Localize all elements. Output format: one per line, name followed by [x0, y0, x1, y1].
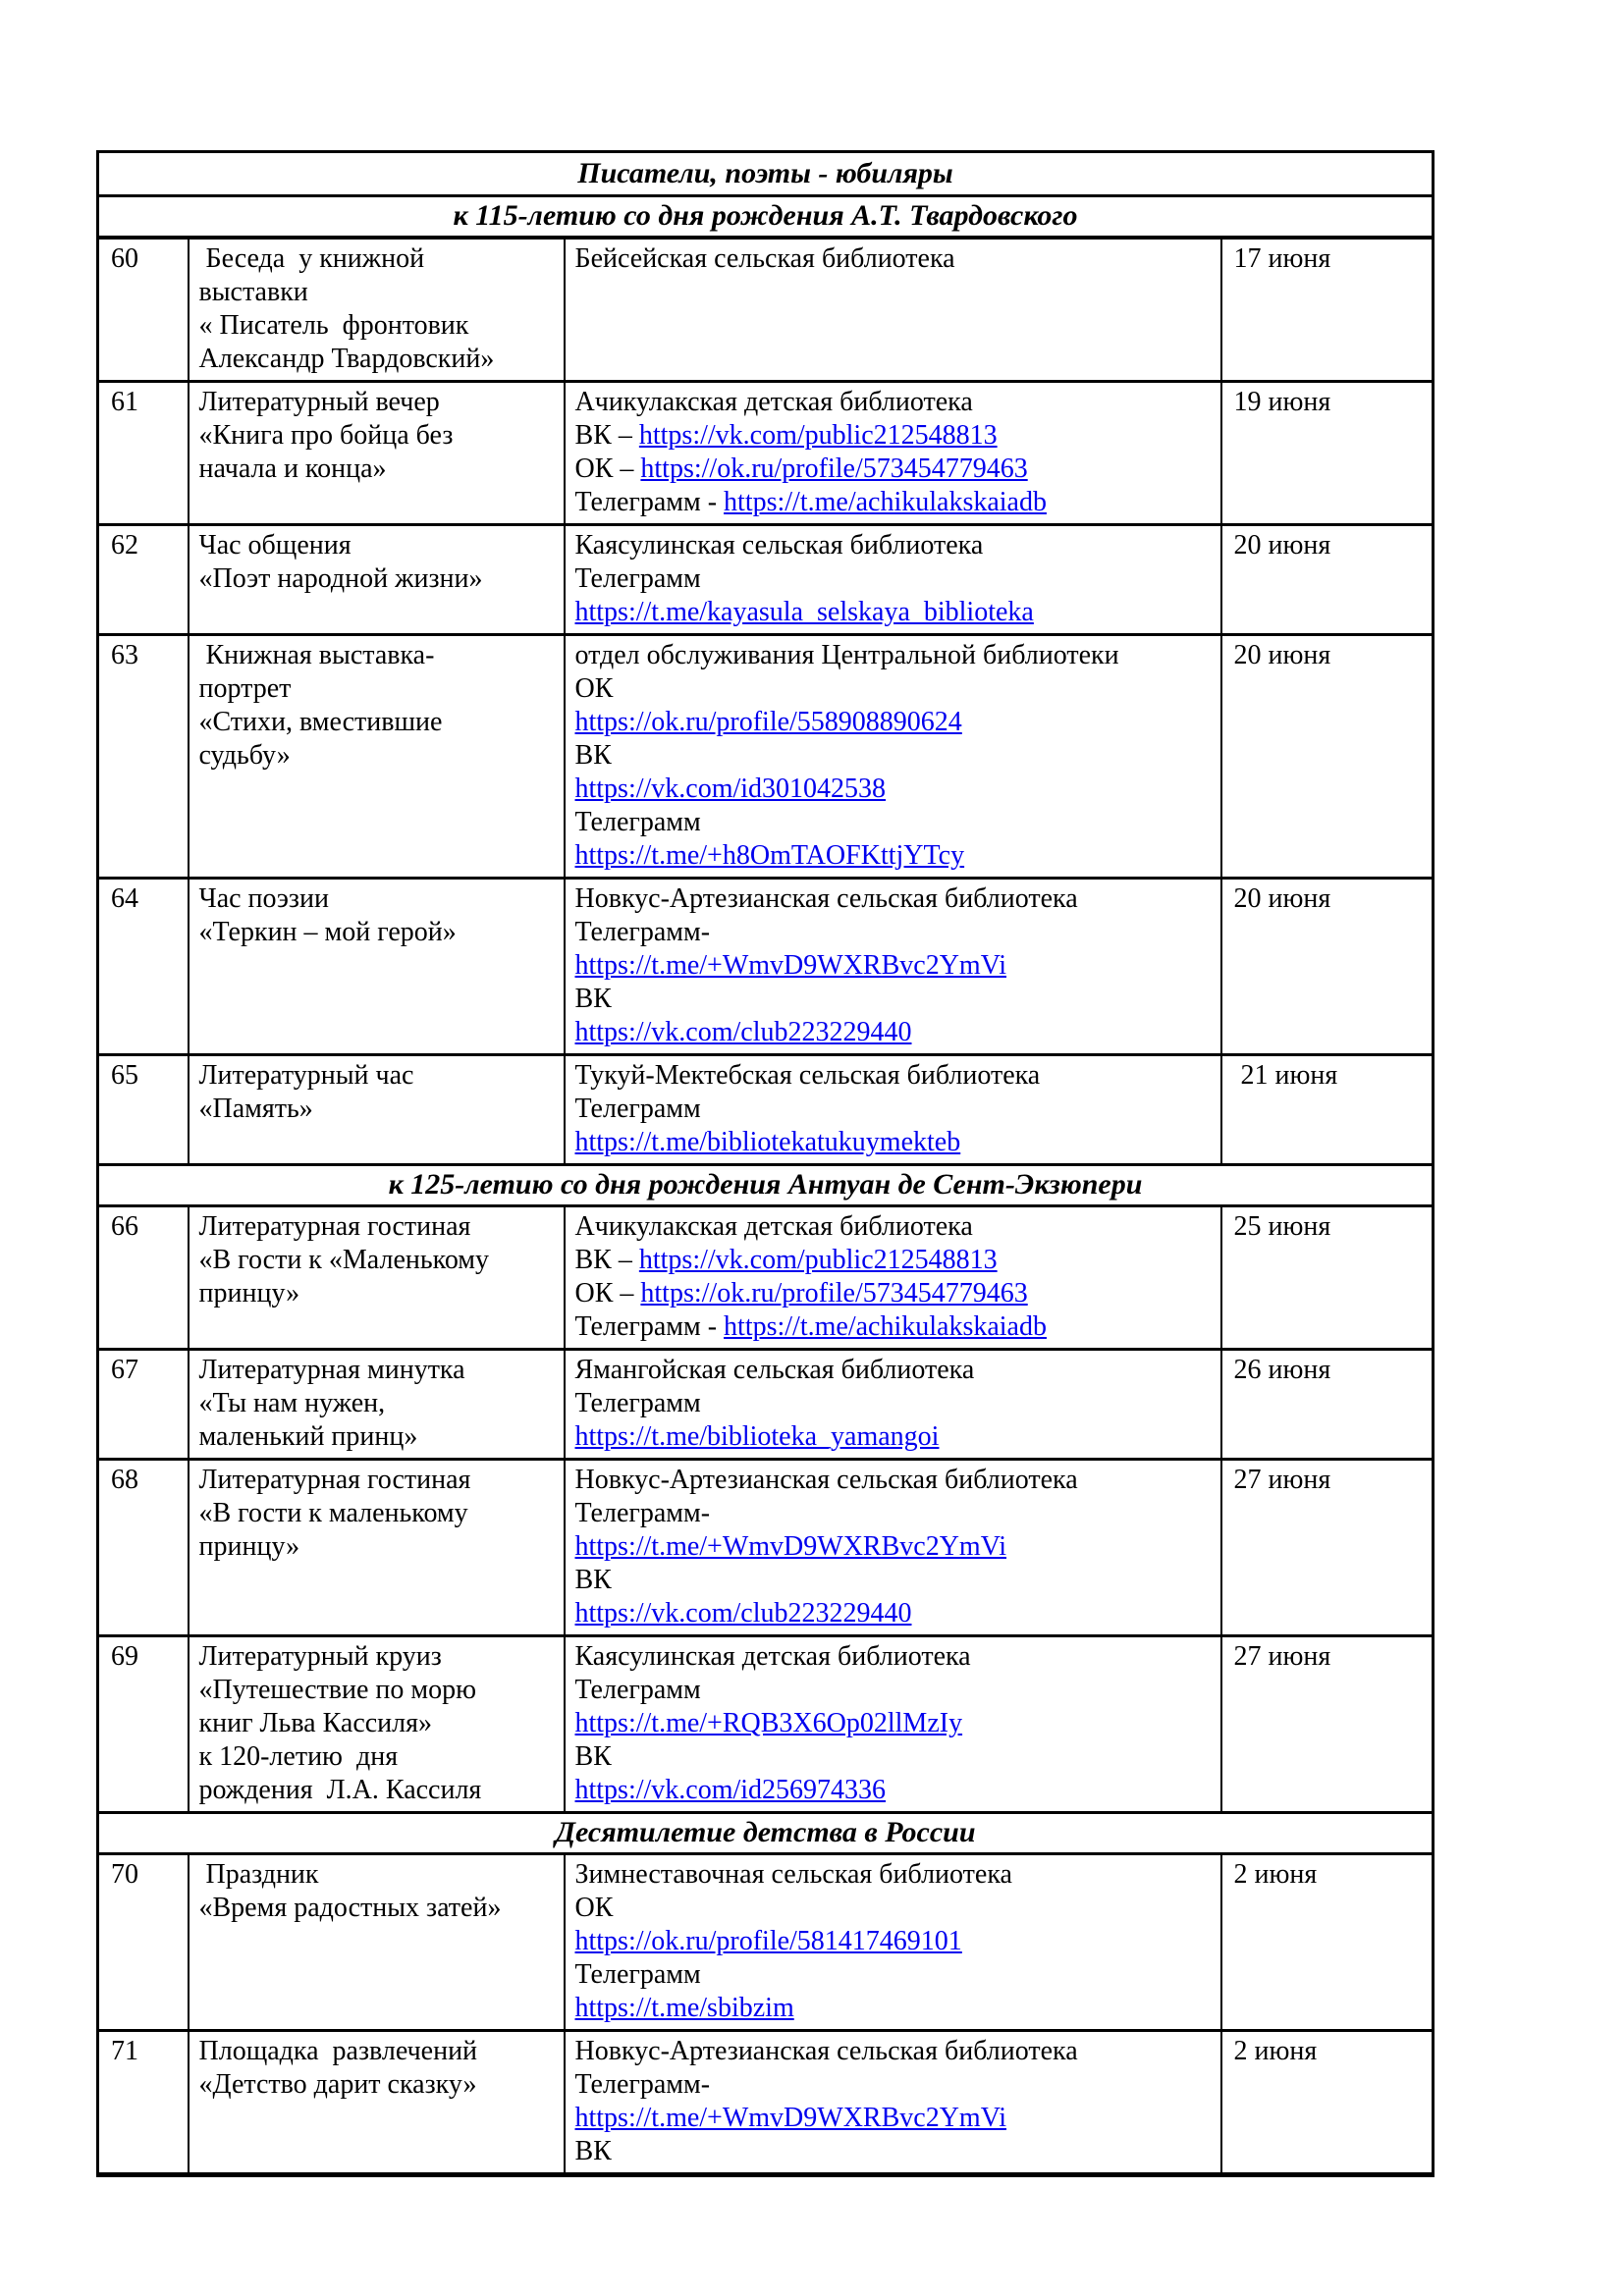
social-link[interactable]: https://ok.ru/profile/573454779463: [640, 454, 1028, 484]
social-link[interactable]: https://vk.com/id301042538: [574, 774, 887, 804]
date-cell: [1221, 1350, 1434, 1460]
venue-line: [575, 882, 1211, 916]
event-line: Час поэзии: [198, 883, 329, 914]
venue-line: [575, 2035, 1211, 2068]
event-title-cell: [189, 1854, 565, 2031]
event-line: начала и конца»: [198, 454, 387, 484]
venue-text: Телеграмм: [574, 1959, 701, 1990]
event-line: принцу»: [198, 1531, 300, 1562]
venue-line: [575, 453, 1211, 486]
event-line: « Писатель фронтовик: [198, 310, 469, 341]
social-link[interactable]: https://t.me/+WmvD9WXRBvc2YmVi: [574, 950, 1007, 981]
date-text: 27 июня: [1233, 1465, 1331, 1495]
venue-line: [575, 1354, 1211, 1387]
social-link[interactable]: https://vk.com/public212548813: [638, 420, 998, 451]
venue-line: [575, 1244, 1211, 1277]
venue-line: [575, 1126, 1211, 1159]
section-header-row: [98, 1165, 1434, 1206]
venue-cell: [565, 1350, 1221, 1460]
date-text: 20 июня: [1233, 883, 1331, 914]
event-line: выставки: [198, 277, 308, 307]
venue-text: ВК: [574, 984, 612, 1014]
table-row: [98, 1854, 1434, 2031]
event-title-cell: [189, 635, 565, 879]
table-row: [98, 1206, 1434, 1350]
venue-line: [575, 639, 1211, 672]
venue-line: [575, 1740, 1211, 1774]
table-row: [98, 879, 1434, 1055]
event-line: Праздник: [198, 1859, 319, 1890]
social-link[interactable]: https://t.me/achikulakskaiadb: [724, 1311, 1047, 1342]
venue-line: [575, 2135, 1211, 2168]
venue-line: [575, 806, 1211, 839]
event-line: Литературный час: [198, 1060, 414, 1091]
venue-line: [575, 1210, 1211, 1244]
venue-line: [575, 419, 1211, 453]
venue-line: [575, 1530, 1211, 1564]
venue-line: [575, 1992, 1211, 2025]
event-line: Литературная минутка: [198, 1355, 465, 1385]
venue-cell: [565, 879, 1221, 1055]
venue-cell: [565, 238, 1221, 382]
event-line: маленький принц»: [198, 1421, 418, 1452]
row-number-cell: 66: [98, 1206, 189, 1350]
venue-line: [575, 2102, 1211, 2135]
venue-text: ВК –: [574, 1245, 639, 1275]
event-line: Книжная выставка-: [198, 640, 435, 670]
venue-line: [575, 983, 1211, 1016]
event-title-cell: [189, 2031, 565, 2175]
row-number-cell: 65: [98, 1055, 189, 1165]
venue-line: [575, 916, 1211, 949]
events-table: [96, 150, 1435, 2177]
social-link[interactable]: https://vk.com/id256974336: [574, 1775, 887, 1805]
venue-cell: [565, 1460, 1221, 1636]
event-line: «Стихи, вместившие: [198, 707, 443, 737]
date-text: 2 июня: [1233, 2036, 1318, 2066]
venue-text: ОК: [574, 673, 614, 704]
event-line: Александр Твардовский»: [198, 344, 495, 374]
venue-text: Телеграмм: [574, 807, 701, 837]
date-cell: [1221, 1460, 1434, 1636]
venue-line: [575, 1059, 1211, 1093]
social-link[interactable]: https://vk.com/public212548813: [638, 1245, 998, 1275]
social-link[interactable]: https://t.me/biblioteka_yamangoi: [574, 1421, 940, 1452]
row-number-cell: 70: [98, 1854, 189, 2031]
venue-line: [575, 529, 1211, 562]
venue-line: [575, 486, 1211, 519]
row-number-cell: 61: [98, 382, 189, 525]
date-text: 17 июня: [1233, 243, 1331, 274]
event-line: «Память»: [198, 1094, 313, 1124]
event-line: «Ты нам нужен,: [198, 1388, 386, 1418]
venue-text: Телеграмм: [574, 1094, 701, 1124]
venue-text: Новкус-Артезианская сельская библиотека: [574, 2036, 1078, 2066]
section-header: Десятилетие детства в России: [98, 1813, 1434, 1854]
venue-line: [575, 1093, 1211, 1126]
section-header: к 115-летию со дня рождения А.Т. Твардовского: [98, 196, 1434, 239]
venue-line: [575, 1892, 1211, 1925]
venue-line: [575, 1597, 1211, 1630]
social-link[interactable]: https://vk.com/club223229440: [574, 1598, 912, 1629]
venue-text: Новкус-Артезианская сельская библиотека: [574, 1465, 1078, 1495]
table-row: [98, 238, 1434, 382]
date-cell: [1221, 1636, 1434, 1813]
section-header-row: [98, 1813, 1434, 1854]
venue-text: Новкус-Артезианская сельская библиотека: [574, 883, 1078, 914]
date-text: 20 июня: [1233, 530, 1331, 561]
date-text: 2 июня: [1233, 1859, 1318, 1890]
event-line: Площадка развлечений: [198, 2036, 478, 2066]
venue-line: [575, 1387, 1211, 1420]
venue-text: Бейсейская сельская библиотека: [574, 243, 955, 274]
table-row: [98, 525, 1434, 635]
table-row: [98, 1055, 1434, 1165]
date-text: 26 июня: [1233, 1355, 1331, 1385]
venue-text: Ачикулакская детская библиотека: [574, 1211, 973, 1242]
table-title: Писатели, поэты - юбиляры: [98, 152, 1434, 196]
table-row: [98, 635, 1434, 879]
event-line: «Поэт народной жизни»: [198, 563, 483, 594]
event-title-cell: [189, 1206, 565, 1350]
venue-text: Телеграмм: [574, 563, 701, 594]
table-row: [98, 1636, 1434, 1813]
date-cell: [1221, 1854, 1434, 2031]
social-link[interactable]: https://t.me/bibliotekatukuymekteb: [574, 1127, 961, 1157]
event-line: «Путешествие по морю: [198, 1675, 476, 1705]
table-row: [98, 2031, 1434, 2175]
venue-text: Телеграмм: [574, 1388, 701, 1418]
event-line: «Детство дарит сказку»: [198, 2069, 477, 2100]
venue-line: [575, 773, 1211, 806]
row-number-cell: 64: [98, 879, 189, 1055]
venue-line: [575, 386, 1211, 419]
event-title-cell: [189, 879, 565, 1055]
date-text: 20 июня: [1233, 640, 1331, 670]
event-line: принцу»: [198, 1278, 300, 1308]
venue-text: Телеграмм-: [574, 2069, 711, 2100]
table-title-row: [98, 152, 1434, 196]
venue-text: Телеграмм -: [574, 1311, 725, 1342]
date-cell: [1221, 879, 1434, 1055]
venue-cell: [565, 1206, 1221, 1350]
venue-text: Ачикулакская детская библиотека: [574, 387, 973, 417]
event-line: Литературный круиз: [198, 1641, 442, 1672]
venue-line: [575, 839, 1211, 873]
venue-text: Ямангойская сельская библиотека: [574, 1355, 975, 1385]
venue-line: [575, 1016, 1211, 1049]
date-text: 27 июня: [1233, 1641, 1331, 1672]
venue-text: Телеграмм -: [574, 487, 725, 517]
event-line: книг Льва Кассиля»: [198, 1708, 433, 1738]
venue-text: Тукуй-Мектебская сельская библиотека: [574, 1060, 1041, 1091]
venue-line: [575, 1497, 1211, 1530]
venue-cell: [565, 382, 1221, 525]
event-line: судьбу»: [198, 740, 291, 771]
section-header: к 125-летию со дня рождения Антуан де Сент-Экзюпери: [98, 1165, 1434, 1206]
venue-line: [575, 596, 1211, 629]
venue-cell: [565, 2031, 1221, 2175]
event-title-cell: [189, 238, 565, 382]
row-number-cell: 63: [98, 635, 189, 879]
venue-text: ВК –: [574, 420, 639, 451]
date-text: 21 июня: [1233, 1060, 1338, 1091]
section-header-row: [98, 196, 1434, 239]
venue-text: ВК: [574, 2136, 612, 2166]
social-link[interactable]: https://t.me/sbibzim: [574, 1993, 794, 2023]
row-number-cell: 62: [98, 525, 189, 635]
event-line: Час общения: [198, 530, 352, 561]
venue-line: [575, 2068, 1211, 2102]
event-line: Литературная гостиная: [198, 1211, 471, 1242]
event-line: «В гости к маленькому: [198, 1498, 468, 1528]
event-title-cell: [189, 1055, 565, 1165]
venue-cell: [565, 1055, 1221, 1165]
row-number-cell: 60: [98, 238, 189, 382]
date-cell: [1221, 2031, 1434, 2175]
venue-cell: [565, 525, 1221, 635]
venue-line: [575, 1858, 1211, 1892]
event-line: «Время радостных затей»: [198, 1893, 502, 1923]
venue-text: ОК –: [574, 454, 641, 484]
venue-line: [575, 739, 1211, 773]
event-title-cell: [189, 1636, 565, 1813]
venue-text: отдел обслуживания Центральной библиотеки: [574, 640, 1119, 670]
social-link[interactable]: https://t.me/achikulakskaiadb: [724, 487, 1047, 517]
table-row: [98, 1460, 1434, 1636]
venue-cell: [565, 1636, 1221, 1813]
event-title-cell: [189, 382, 565, 525]
event-title-cell: [189, 1460, 565, 1636]
venue-text: Зимнеставочная сельская библиотека: [574, 1859, 1012, 1890]
venue-line: [575, 1707, 1211, 1740]
venue-text: Телеграмм-: [574, 917, 711, 947]
social-link[interactable]: https://ok.ru/profile/558908890624: [574, 707, 962, 737]
venue-cell: [565, 1854, 1221, 2031]
row-number-cell: 67: [98, 1350, 189, 1460]
event-line: «В гости к «Маленькому: [198, 1245, 490, 1275]
event-line: Литературная гостиная: [198, 1465, 471, 1495]
date-cell: [1221, 238, 1434, 382]
row-number-cell: 71: [98, 2031, 189, 2175]
venue-line: [575, 1464, 1211, 1497]
venue-text: Телеграмм: [574, 1675, 701, 1705]
row-number-cell: 69: [98, 1636, 189, 1813]
social-link[interactable]: https://ok.ru/profile/581417469101: [574, 1926, 962, 1956]
social-link[interactable]: https://vk.com/club223229440: [574, 1017, 912, 1047]
social-link[interactable]: https://ok.ru/profile/573454779463: [640, 1278, 1028, 1308]
date-text: 25 июня: [1233, 1211, 1331, 1242]
events-table-body: [98, 152, 1434, 2175]
venue-line: [575, 1310, 1211, 1344]
date-cell: [1221, 1206, 1434, 1350]
table-row: [98, 1350, 1434, 1460]
venue-line: [575, 1564, 1211, 1597]
venue-line: [575, 706, 1211, 739]
event-line: Литературный вечер: [198, 387, 440, 417]
event-line: портрет: [198, 673, 292, 704]
venue-text: ОК –: [574, 1278, 641, 1308]
date-cell: [1221, 635, 1434, 879]
event-title-cell: [189, 1350, 565, 1460]
venue-line: [575, 1674, 1211, 1707]
venue-text: ВК: [574, 1565, 612, 1595]
venue-line: [575, 672, 1211, 706]
event-line: рождения Л.А. Кассиля: [198, 1775, 482, 1805]
social-link[interactable]: https://t.me/+h8OmTAOFKttjYTcy: [574, 840, 965, 871]
date-cell: [1221, 382, 1434, 525]
venue-text: ВК: [574, 1741, 612, 1772]
venue-line: [575, 1640, 1211, 1674]
venue-text: ОК: [574, 1893, 614, 1923]
date-cell: [1221, 525, 1434, 635]
venue-line: [575, 1420, 1211, 1454]
social-link[interactable]: https://t.me/kayasula_selskaya_biblioteka: [574, 597, 1034, 627]
event-line: к 120-летию дня: [198, 1741, 399, 1772]
table-row: [98, 382, 1434, 525]
event-title-cell: [189, 525, 565, 635]
venue-line: [575, 1925, 1211, 1958]
venue-line: [575, 562, 1211, 596]
venue-text: Каясулинская детская библиотека: [574, 1641, 971, 1672]
venue-line: [575, 1277, 1211, 1310]
event-line: «Теркин – мой герой»: [198, 917, 457, 947]
event-line: Беседа у книжной: [198, 243, 425, 274]
date-cell: [1221, 1055, 1434, 1165]
venue-line: [575, 242, 1211, 276]
venue-line: [575, 1774, 1211, 1807]
row-number-cell: 68: [98, 1460, 189, 1636]
social-link[interactable]: https://t.me/+WmvD9WXRBvc2YmVi: [574, 1531, 1007, 1562]
venue-line: [575, 1958, 1211, 1992]
venue-line: [575, 949, 1211, 983]
social-link[interactable]: https://t.me/+RQB3X6Op02llMzIy: [574, 1708, 963, 1738]
venue-text: Каясулинская сельская библиотека: [574, 530, 984, 561]
venue-cell: [565, 635, 1221, 879]
venue-text: Телеграмм-: [574, 1498, 711, 1528]
social-link[interactable]: https://t.me/+WmvD9WXRBvc2YmVi: [574, 2103, 1007, 2133]
venue-text: ВК: [574, 740, 612, 771]
date-text: 19 июня: [1233, 387, 1331, 417]
event-line: «Книга про бойца без: [198, 420, 454, 451]
